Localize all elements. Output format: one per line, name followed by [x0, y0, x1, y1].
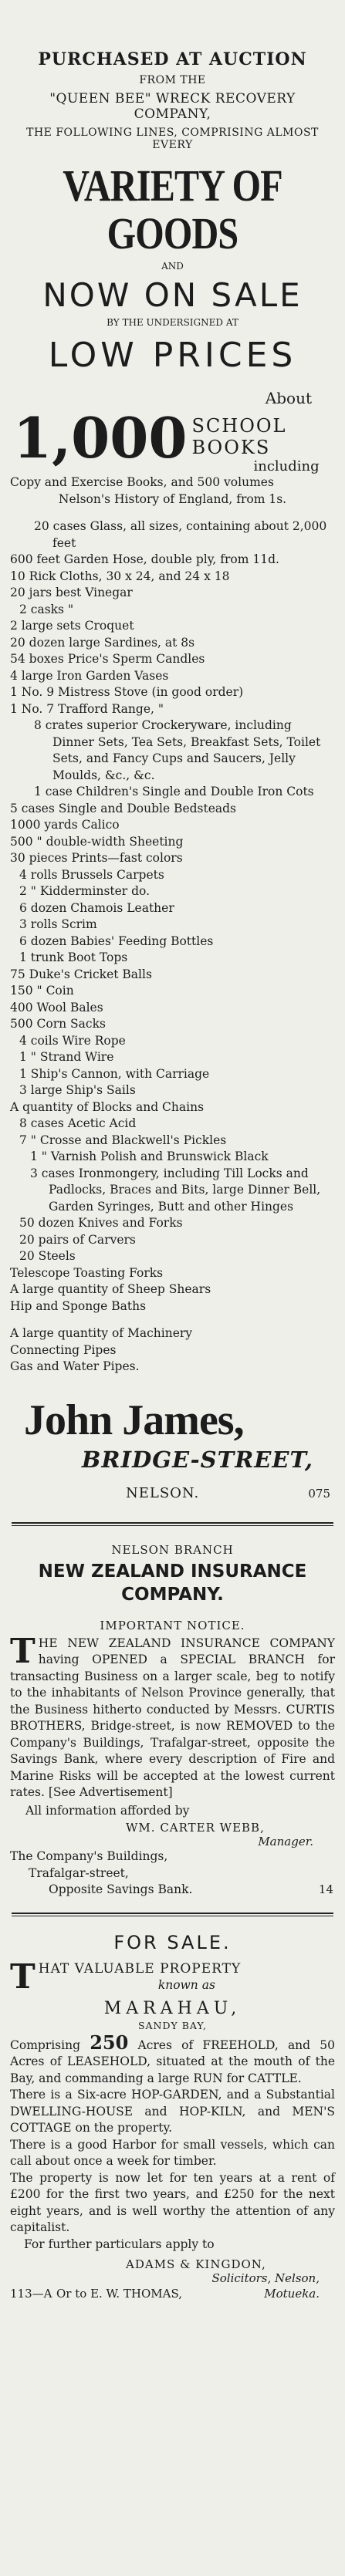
information-line: All information afforded by	[25, 1803, 190, 1818]
thousand-number: 1,000	[13, 405, 188, 471]
including-label: including	[253, 458, 320, 474]
school-books-text	[191, 415, 335, 474]
advertiser-footer	[10, 1482, 335, 1508]
acreage-text: Acres of FREEHOLD, and 50 Acres of LEASEHOLD, situated at the mouth of the Bay, and commanding a large RUN for CATTLE.	[10, 2038, 335, 2085]
list-item: 6 dozen Babies' Feeding Bottles	[19, 934, 214, 948]
address-line	[10, 1882, 335, 1899]
property-name: MARAHAU,	[103, 1998, 242, 2018]
ad-reference-code: 14	[318, 1882, 333, 1896]
signer-role: Manager.	[258, 1835, 313, 1848]
column-divider	[12, 1522, 333, 1526]
address-line: Trafalgar-street,	[29, 1865, 129, 1880]
for-sale-footer	[10, 2285, 335, 2304]
ad-about: About	[265, 389, 312, 407]
list-item: 2 casks "	[19, 602, 74, 616]
list-item: 4 coils Wire Rope	[19, 1033, 126, 1048]
list-item: 20 cases Glass, all sizes, containing about 2,000 feet	[34, 519, 327, 550]
list-item: 20 Steels	[19, 1249, 76, 1263]
known-as: known as	[157, 1978, 215, 1992]
list-item: 3 large Ship's Sails	[19, 1083, 136, 1097]
address-text: Opposite Savings Bank.	[49, 1882, 193, 1896]
list-item: 600 feet Garden Hose, double ply, from 11d.	[10, 552, 279, 566]
agent-name: ADAMS & KINGDON,	[126, 2257, 266, 2271]
list-item: 20 jars best Vinegar	[10, 586, 133, 599]
address-line: The Company's Buildings,	[10, 1849, 168, 1863]
list-item: 1 No. 7 Trafford Range, "	[10, 701, 164, 716]
list-item: Telescope Toasting Forks	[10, 1265, 164, 1280]
drop-cap: T	[10, 1631, 36, 1671]
list-item: 10 Rick Cloths, 30 x 24, and 24 x 18	[10, 569, 230, 583]
machinery-block	[10, 1325, 335, 1376]
insurance-body	[10, 1631, 335, 1801]
school-books-label: SCHOOL BOOKS	[191, 415, 287, 458]
list-item: 54 boxes Price's Sperm Candles	[10, 652, 205, 666]
ad-undersigned: BY THE UNDERSIGNED AT	[107, 317, 238, 328]
newspaper-column	[10, 0, 335, 2304]
list-item: 1 Ship's Cannon, with Carriage	[19, 1066, 210, 1081]
list-item: 400 Wool Bales	[10, 1000, 103, 1015]
branch-label: NELSON BRANCH	[111, 1542, 234, 1557]
advertiser-town: NELSON.	[126, 1484, 200, 1501]
list-item: 75 Duke's Cricket Balls	[10, 967, 152, 981]
school-books-line	[10, 405, 335, 474]
drop-cap: T	[10, 1956, 36, 1997]
ad-from: FROM THE	[139, 74, 206, 86]
list-item: 4 large Iron Garden Vases	[10, 668, 169, 683]
list-item: 1 case Children's Single and Double Iron Cots	[34, 785, 314, 798]
ad-reference-code: 113—A	[10, 2287, 52, 2301]
machinery-line: Connecting Pipes	[10, 1342, 117, 1357]
rent-paragraph: The property is now let for ten years at a rent of £200 for the first two years, and £250 for the next eight years, and is well worthy the attention of any capitalist.	[10, 2170, 335, 2234]
for-sale-title: FOR SALE.	[113, 1931, 232, 1953]
contact-town: Motueka.	[264, 2287, 320, 2301]
list-item: 500 " double-width Sheeting	[10, 834, 184, 849]
list-item: 3 rolls Scrim	[19, 917, 97, 931]
list-item: 1 No. 9 Mistress Stove (in good order)	[10, 685, 244, 699]
ad-variety-heading: VARIETY OF GOODS	[63, 160, 282, 258]
ad-now-on-sale: NOW ON SALE	[42, 276, 303, 314]
ad-company: "QUEEN BEE" WRECK RECOVERY COMPANY,	[49, 91, 296, 122]
copy-books-line: Copy and Exercise Books, and 500 volumes	[10, 475, 274, 489]
list-item: 50 dozen Knives and Forks	[19, 1216, 183, 1230]
list-item: 1 " Varnish Polish and Brunswick Black	[30, 1150, 269, 1163]
comprising-label: Comprising	[10, 2038, 80, 2052]
insurance-advertisement	[10, 1543, 335, 1899]
ad-headline: PURCHASED AT AUCTION	[38, 49, 307, 69]
list-item: 150 " Coin	[10, 984, 74, 998]
list-item: 5 cases Single and Double Bedsteads	[10, 801, 237, 815]
list-item: 8 cases Acetic Acid	[19, 1116, 137, 1130]
list-item: 2 " Kidderminster do.	[19, 884, 151, 898]
list-item: 1 " Strand Wire	[19, 1050, 114, 1064]
list-item: 1 trunk Boot Tops	[19, 950, 128, 964]
advertiser-address: BRIDGE-STREET,	[81, 1446, 313, 1473]
list-item: 6 dozen Chamois Leather	[19, 900, 174, 915]
ad-and: AND	[161, 261, 184, 272]
list-item: A large quantity of Sheep Shears	[10, 1282, 211, 1296]
list-item: 20 dozen large Sardines, at 8s	[10, 635, 195, 650]
queen-bee-advertisement	[10, 49, 335, 1508]
list-item: A quantity of Blocks and Chains	[10, 1099, 205, 1114]
history-line: Nelson's History of England, from 1s.	[58, 491, 287, 506]
ad-low-prices: LOW PRICES	[48, 336, 297, 375]
signer-name: WM. CARTER WEBB,	[126, 1821, 265, 1835]
harbor-paragraph: There is a good Harbor for small vessels, which can call about once a week for timber.	[10, 2137, 335, 2168]
acreage-paragraph	[10, 2031, 335, 2088]
list-item: 7 " Crosse and Blackwell's Pickles	[19, 1133, 227, 1147]
acreage-number: 250	[90, 2031, 129, 2054]
machinery-line: A large quantity of Machinery	[10, 1326, 193, 1340]
list-item: 20 pairs of Carvers	[19, 1232, 136, 1247]
list-item: 500 Corn Sacks	[10, 1017, 106, 1031]
column-divider	[12, 1913, 333, 1916]
or-contact: Or to E. W. THOMAS,	[56, 2287, 182, 2301]
ad-following: THE FOLLOWING LINES, COMPRISING ALMOST EVERY	[26, 127, 319, 151]
particulars-line: For further particulars apply to	[24, 2237, 215, 2251]
important-notice: IMPORTANT NOTICE.	[100, 1618, 245, 1632]
advertiser-name: John James,	[24, 1396, 244, 1444]
lead-text: HAT VALUABLE PROPERTY	[38, 1960, 242, 1977]
list-item: 3 cases Ironmongery, including Till Locks and Padlocks, Braces and Bits, large Dinner Bell, Garden Syringes, Butt and other Hinges	[30, 1166, 321, 1214]
list-item: 4 rolls Brussels Carpets	[19, 867, 164, 882]
for-sale-advertisement	[10, 1932, 335, 2304]
machinery-line: Gas and Water Pipes.	[10, 1359, 140, 1373]
insurance-body-text: HE NEW ZEALAND INSURANCE COMPANY having OPENED a SPECIAL BRANCH for transacting Business on a larger scale, beg to notify to the inhabitants of Nelson Province generally, that the Business hitherto conducted by Messrs. CURTIS BROTHERS, Bridge-street, is now REMOVED to the Company's Buildings, Trafalgar-street, opposite the Savings Bank, where every description of Fire and Marine Risks will be accepted at the lowest current rates. [See Advertisement]	[10, 1636, 335, 1799]
lead-line	[10, 1956, 335, 1997]
goods-list	[10, 518, 335, 1315]
list-item: Hip and Sponge Baths	[10, 1298, 147, 1313]
ad-reference-code: 075	[308, 1486, 330, 1501]
property-location: SANDY BAY,	[137, 2019, 208, 2031]
list-item: 2 large sets Croquet	[10, 619, 134, 633]
insurance-title: NEW ZEALAND INSURANCE COMPANY.	[38, 1561, 307, 1605]
list-item: 1000 yards Calico	[10, 818, 120, 832]
list-item: 8 crates superior Crockeryware, including Dinner Sets, Tea Sets, Breakfast Sets, Toilet Sets, and Fancy Cups and Saucers, Jelly Moulds, &c., &c.	[34, 718, 321, 782]
list-item: 30 pieces Prints—fast colors	[10, 851, 183, 865]
hop-garden-paragraph: There is a Six-acre HOP-GARDEN, and a Substantial DWELLING-HOUSE and HOP-KILN, and MEN'S COTTAGE on the property.	[10, 2088, 335, 2135]
agent-role: Solicitors, Nelson,	[211, 2271, 320, 2285]
